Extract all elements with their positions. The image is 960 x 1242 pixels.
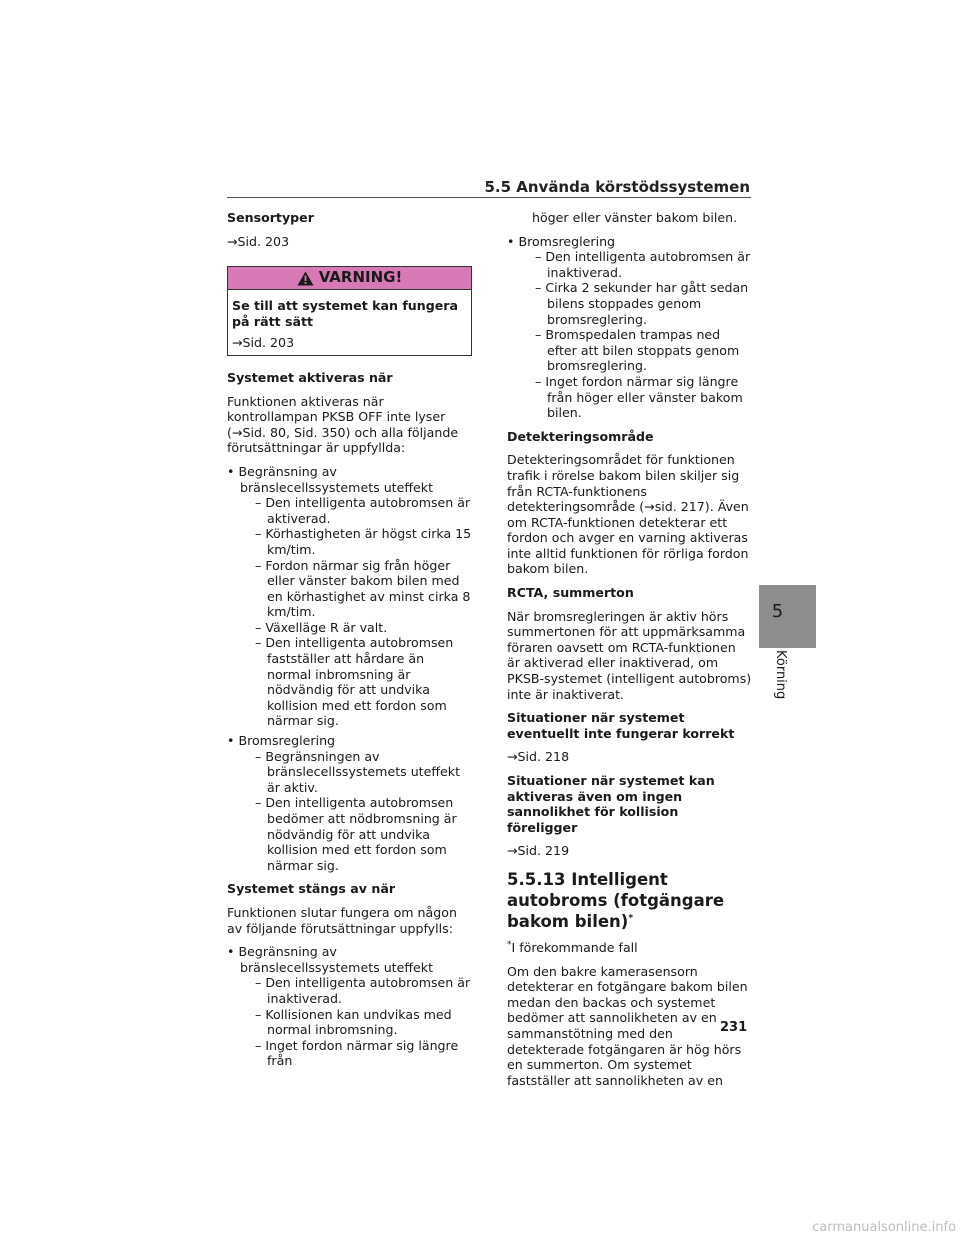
bullet-label: Bromsreglering (238, 733, 336, 749)
list-item: – Den intelligenta autobromsen fastställer att hårdare än normal inbromsning är nödvändig för att undvika kollision med ett fordon som närmar sig. (255, 635, 454, 729)
warning-label: VARNING! (318, 268, 403, 287)
rcta-heading: RCTA, summerton (507, 585, 634, 601)
list-item: – Inget fordon närmar sig längre från (255, 1037, 459, 1069)
header-divider (227, 197, 751, 198)
list-item-text: Den intelligenta autobromsen bedömer att nödbromsning är nödvändig för att undvika kollision med ett fordon som närmar sig. (265, 795, 457, 873)
list-item-text: Cirka 2 sekunder har gått sedan bilens stoppades genom bromsreglering. (545, 280, 749, 327)
dash-list (240, 975, 472, 1069)
list-item: – Bromspedalen trampas ned efter att bilen stoppats genom bromsreglering. (535, 327, 740, 374)
list-item-text: Den intelligenta autobromsen är inaktiverad. (265, 975, 471, 1006)
page-header (0, 0, 960, 210)
chapter-tab-number: 5 (771, 601, 784, 622)
bullet-label: Bromsreglering (518, 233, 616, 249)
chapter-title: 5.5 Använda körstödssystemen (484, 178, 750, 196)
list-item: • Begränsning av bränslecellssystemets uteffekt – Den intelligenta autobromsen är inaktiverad. – Kollisionen kan undvikas med normal inbromsning. – Inget fordon närmar sig längre från (227, 944, 471, 1069)
activated-text: Funktionen aktiveras när kontrollampan PKSB OFF inte lyser (→Sid. 80, Sid. 350) och alla följande förutsättningar är uppfyllda: (227, 393, 459, 456)
list-item: • Bromsreglering – Den intelligenta autobromsen är inaktiverad. – Cirka 2 sekunder har gått sedan bilens stoppades genom bromsreglering. – Bromspedalen trampas ned efter att bilen stoppats genom bromsreglering. – Inget fordon närmar sig längre från höger eller vänster bakom bilen. (507, 233, 751, 421)
chapter-tab-label: Körning (773, 650, 788, 700)
warning-ref[interactable]: →Sid. 203 (232, 335, 295, 351)
detection-text: Detekteringsområdet för funktionen trafik i rörelse bakom bilen skiljer sig från RCTA-funktionens detekteringsområde (→sid. 217). Även om RCTA-funktionen detekterar ett fordon och avger en varning aktiveras inte alltid funktionen för rörliga fordon bakom bilen. (507, 452, 749, 577)
warning-subtitle: Se till att systemet kan fungera på rätt sätt (232, 298, 459, 329)
warning-header (228, 267, 471, 290)
deactivated-heading: Systemet stängs av när (227, 881, 396, 897)
warning-box (227, 266, 472, 356)
list-item: – Den intelligenta autobromsen är aktiverad. (255, 495, 471, 526)
section-title-text: 5.5.13 Intelligent autobroms (fotgängare bakom bilen) (507, 869, 725, 931)
list-item-text: Kollisionen kan undvikas med normal inbromsning. (265, 1006, 452, 1038)
list-item-text: Den intelligenta autobromsen är aktiverad. (265, 495, 471, 526)
list-item: – Den intelligenta autobromsen är inaktiverad. (535, 249, 751, 280)
watermark: carmanualsonline.info (760, 1220, 960, 1242)
list-item-text: Den intelligenta autobromsen är inaktiverad. (545, 249, 751, 280)
footnote (507, 940, 752, 956)
dash-list (240, 495, 472, 729)
list-item: • Bromsreglering – Begränsningen av bränslecellssystemets uteffekt är aktiv. – Den intelligenta autobromsen bedömer att nödbromsning är nödvändig för att undvika kollision med ett fordon som närmar sig. (227, 733, 472, 873)
right-column (507, 210, 752, 1096)
list-item-text: Inget fordon närmar sig längre från (265, 1037, 459, 1069)
deactivated-bullet-list (227, 944, 472, 1069)
list-item: – Kollisionen kan undvikas med normal inbromsning. (255, 1006, 452, 1038)
section-body-text: Om den bakre kamerasensorn detekterar en fotgängare bakom bilen medan den backas och systemet bedömer att sannolikheten av en sammanstötning med den detekterade fotgängaren är hög hörs en summerton. Om systemet fastställer att sannolikheten av en (507, 963, 748, 1088)
list-item-text: Begränsningen av bränslecellssystemets uteffekt är aktiv. (265, 748, 461, 795)
situations-heading: Situationer när systemet eventuellt inte fungerar korrekt (507, 710, 735, 741)
list-item-text: Växelläge R är valt. (265, 619, 388, 635)
section-title (507, 869, 752, 932)
situations-false-activation-heading: Situationer när systemet kan aktiveras även om ingen sannolikhet för kollision föreligger (507, 773, 715, 835)
list-item: – Växelläge R är valt. (255, 619, 388, 635)
situations-false-activation-ref[interactable]: →Sid. 219 (507, 843, 570, 859)
warning-body (228, 290, 471, 355)
list-item: – Fordon närmar sig från höger eller vänster bakom bilen med en körhastighet av minst cirka 8 km/tim. (255, 557, 471, 620)
list-item: – Inget fordon närmar sig längre från höger eller vänster bakom bilen. (535, 373, 743, 421)
activated-bullet-list (227, 464, 472, 873)
continued-text: höger eller vänster bakom bilen. (532, 210, 738, 225)
warning-triangle-icon (297, 271, 314, 286)
page-number: 231 (720, 1020, 748, 1035)
left-column (227, 210, 472, 1077)
list-item-text: Den intelligenta autobromsen fastställer att hårdare än normal inbromsning är nödvändig för att undvika kollision med ett fordon som närmar sig. (265, 635, 454, 729)
dash-list (520, 249, 752, 421)
list-item-text: Körhastigheten är högst cirka 15 km/tim. (265, 526, 472, 557)
list-item: – Den intelligenta autobromsen är inaktiverad. (255, 975, 471, 1006)
detection-heading: Detekteringsområde (507, 428, 654, 444)
deactivated-text: Funktionen slutar fungera om någon av följande förutsättningar uppfylls: (227, 904, 457, 936)
section-asterisk: * (628, 913, 634, 924)
sensortyper-heading: Sensortyper (227, 210, 314, 225)
footnote-text: I förekommande fall (511, 939, 638, 955)
situations-ref[interactable]: →Sid. 218 (507, 749, 570, 765)
sensortyper-ref[interactable]: →Sid. 203 (227, 233, 290, 249)
list-item: – Begränsningen av bränslecellssystemets uteffekt är aktiv. (255, 748, 461, 795)
list-item-text: Fordon närmar sig från höger eller vänster bakom bilen med en körhastighet av minst cirka 8 km/tim. (265, 557, 471, 620)
bullet-label: Begränsning av bränslecellssystemets uteffekt (238, 463, 434, 495)
list-item-text: Bromspedalen trampas ned efter att bilen stoppats genom bromsreglering. (545, 327, 740, 374)
list-item: – Cirka 2 sekunder har gått sedan bilens stoppades genom bromsreglering. (535, 280, 749, 327)
list-item-text: Inget fordon närmar sig längre från höger eller vänster bakom bilen. (545, 373, 743, 421)
bullet-label: Begränsning av bränslecellssystemets uteffekt (238, 944, 434, 975)
rcta-text: När bromsregleringen är aktiv hörs summertonen för att uppmärksamma föraren oavsett om RCTA-funktionen är aktiverad eller inaktiverad, om PKSB-systemet (intelligent autobroms) inte är inaktiverat. (507, 608, 752, 702)
list-item: – Körhastigheten är högst cirka 15 km/tim. (255, 526, 472, 557)
dash-list (240, 749, 472, 874)
activated-heading: Systemet aktiveras när (227, 369, 393, 385)
footnote-mark: * (507, 939, 512, 950)
list-item: – Den intelligenta autobromsen bedömer att nödbromsning är nödvändig för att undvika kollision med ett fordon som närmar sig. (255, 795, 457, 873)
brake-bullet-list (507, 234, 752, 421)
list-item: • Begränsning av bränslecellssystemets uteffekt – Den intelligenta autobromsen är aktiverad. – Körhastigheten är högst cirka 15 km/tim. – Fordon närmar sig från höger eller vänster bakom bilen med en körhastighet av minst cirka 8 km/tim. – Växelläge R är valt. – Den intelligenta autobromsen fastställer att hårdare än normal inbromsning är nödvändig för att undvika kollision med ett fordon som närmar sig. (227, 463, 472, 729)
